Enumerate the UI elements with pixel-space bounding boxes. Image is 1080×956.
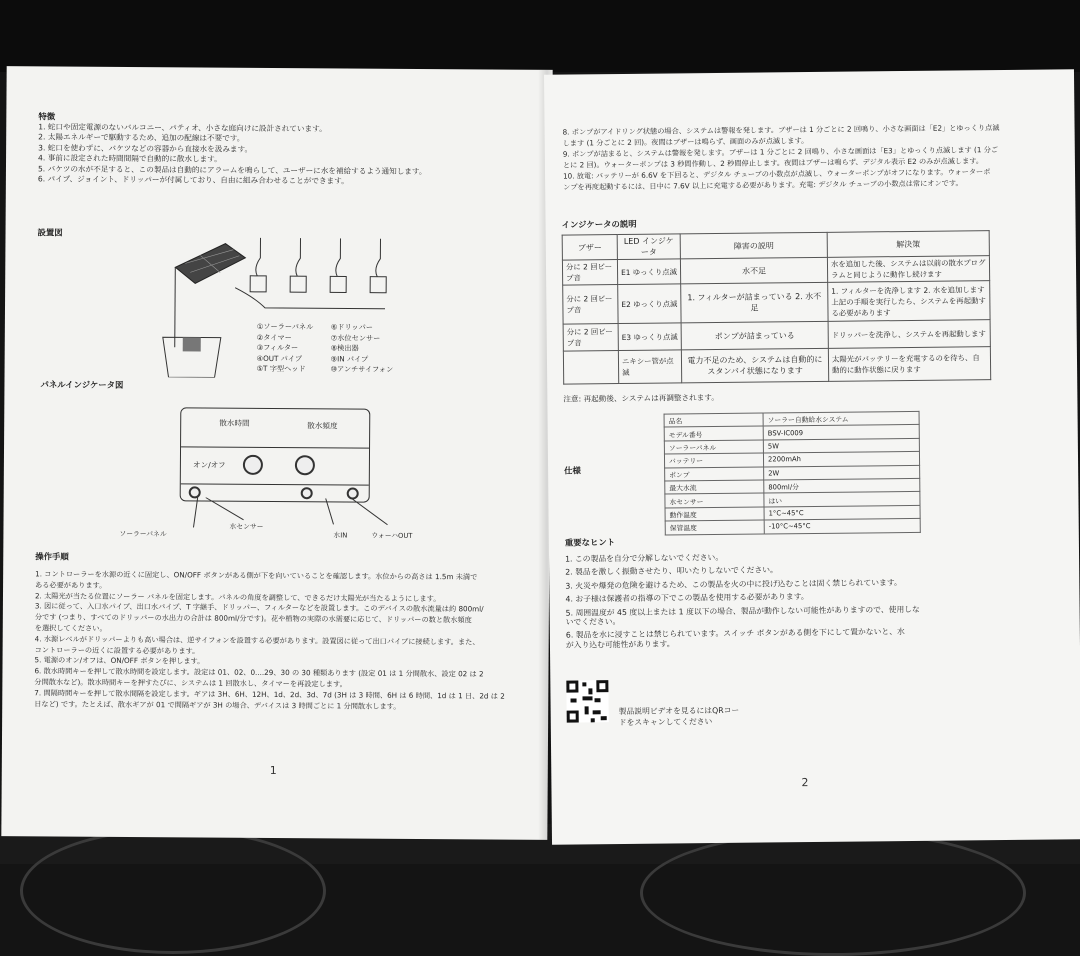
table-header: 障害の説明 [680,232,827,259]
desc-cell: 電力不足のため、システムは自動的にスタンバイ状態になります [681,348,828,383]
feature-item: 4. 事前に設定された時間間隔で自動的に散水します。 [38,153,222,164]
spec-value: 5W [763,438,919,453]
feature-item: 3. 蛇口を使わずに、バケツなどの容器から直接水を汲みます。 [38,143,253,154]
hints-heading: 重要なヒント [564,537,616,548]
spec-table [664,411,921,535]
spec-key: ソーラーパネル [664,440,763,454]
indicator-heading: インジケータの説明 [561,218,637,230]
spec-value: 2W [764,465,920,480]
step-line: 4. 水源レベルがドリッパーよりも高い場合は、逆サイフォンを設置する必要があります。設置図に従って出口パイプに接続します。また、 [34,634,480,647]
buzzer-cell: 分に 2 回ビープ音 [562,260,617,286]
feature-item: 2. 太陽エネルギーで駆動するため、追加の配線は不要です。 [38,132,245,144]
step-line: 分間散水など)。散水時間キーを押すたびに、システムは 1 回散水し、タイマーを再設定します。 [34,677,347,689]
feature-item: 6. パイプ、ジョイント、ドリッパーが付属しており、自由に組み合わせることができます。 [37,174,349,186]
hint-line: 6. 製品を水に浸すことは禁じられています。スイッチ ボタンがある側を下にして置かないと、水 [565,627,905,641]
manual-page-left [1,66,552,840]
table-row [563,281,990,324]
spec-value: 1°C~45°C [764,505,920,520]
qr-code-icon [566,680,608,722]
setup-legend-right [331,322,394,375]
spec-key: ポンプ [665,467,764,481]
buzzer-cell: 分に 2 回ビープ音 [563,285,618,325]
alarm-notes [563,122,1001,193]
step-line: 3. 図に従って、入口水パイプ、出口水パイプ、T 字継手、ドリッパー、フィルターなどを設置します。このデバイスの散水流量は約 800ml/ [34,601,484,614]
table-row [563,347,990,384]
spec-value: 800ml/分 [764,478,920,493]
legend-item: ⑨IN パイプ [330,354,369,364]
spec-value: 2200mAh [763,452,919,467]
page-number: 1 [269,763,277,778]
led-cell: E3 ゆっくり点滅 [618,323,681,351]
bucket-icon [163,337,221,377]
setup-heading: 設置図 [37,227,63,238]
step-line: コントローラーの近くに設置する必要があります。 [34,644,200,656]
spec-key: 保管温度 [665,520,764,534]
legend-item: ③フィルター [256,343,299,353]
step-line: 日など) です。たとえば、散水ギアが 01 で間隔ギアが 3H の場合、デバイスは 3 時間ごとに 1 分間散水します。 [34,698,401,711]
indicator-table [562,230,992,384]
legend-item: ④OUT パイプ [256,353,303,363]
controller-panel-diagram [180,407,371,502]
legend-item: ②タイマー [256,332,292,342]
led-cell: ニキシー管が点滅 [618,350,681,384]
step-line: 1. コントローラーを水源の近くに固定し、ON/OFF ボタンがある側が下を向いていることを確認します。水位からの高さは 1.5m 未満で [35,569,478,582]
feature-item: 1. 蛇口や固定電源のないバルコニー、パティオ、小さな庭向けに設計されています。 [38,122,327,134]
step-line: 6. 散水時間キーを押して散水時間を設定します。設定は 01、02、0....29、30 の 30 種類あります (設定 01 は 1 分間散水、設定 02 は 2 [34,666,484,679]
restart-note: 注意: 再起動後、システムは再調整されます。 [563,392,719,404]
legend-item: ①ソーラーパネル [256,321,314,332]
spec-value: BSV-IC009 [763,425,919,440]
watering-freq-button [295,455,315,475]
watering-freq-label: 散水頻度 [307,421,338,431]
qr-caption [619,705,740,728]
hint-line: 4. お子様は保護者の指導の下でこの製品を使用する必要があります。 [565,592,809,604]
solution-cell: 水を追加した後、システムは以前の散水プログラムと同じように動作し続けます [827,256,989,283]
spec-value: ソーラー自動給水システム [763,411,919,426]
desc-cell: 水不足 [680,257,827,284]
hint-line: いでください。 [565,617,621,627]
led-cell: E2 ゆっくり点滅 [618,284,681,324]
spec-value: はい [764,492,920,507]
cable-coil [640,830,1026,956]
legend-item: ⑧検出器 [330,343,359,353]
note-line: します (1 分ごとに 2 回)。夜間はブザーは鳴らず、画面のみが点滅します。 [562,136,809,148]
features-heading: 特徴 [38,111,56,122]
cable-coil [20,828,326,954]
note-line: 10. 放電: バッテリーが 6.6V を下回ると、デジタル チューブの小数点が点滅し、ウォーターポンプがオフになります。ウォーターポ [562,167,991,181]
legend-item: ⑥ドリッパー [330,322,374,332]
table-header: LED インジケータ [617,234,680,260]
in-label: 水IN [333,531,348,540]
led-cell: E1 ゆっくり点滅 [617,259,680,285]
note-line: とに 2 回)。ウォーターポンプは 3 秒間作動し、2 秒間停止します。夜間はブザーは鳴らず、デジタル表示 E2 のみが点滅します。 [562,156,984,170]
feature-item: 5. バケツの水が不足すると、この製品は自動的にアラームを鳴らして、ユーザーに水を補給するよう通知します。 [37,163,427,176]
spec-heading: 仕様 [564,465,581,476]
watering-time-label: 散水時間 [219,418,250,428]
solution-cell: 太陽光がバッテリーを充電するのを待ち、自動的に動作状態に戻ります [828,347,990,382]
table-header: 解決策 [827,231,989,258]
step-line: 2. 太陽光が当たる位置にソーラー パネルを固定します。パネルの角度を調整して、できるだけ太陽光が当たるようにします。 [34,590,441,603]
note-line: 9. ポンプが詰まると、システムは警報を発します。ブザーは 1 分ごとに 2 回鳴り、小さな画面は「E3」とゆっくり点滅します (1 分ご [562,145,999,159]
solution-cell: ドリッパーを洗浄し、システムを再起動します [828,320,990,349]
solution-cell: 1. フィルターを洗浄します 2. 水を追加します 上記の手順を実行したら、システムを再起動する必要があります [828,281,990,322]
step-line: 7. 間隔時間キーを押して散水間隔を設定します。ギアは 3H、6H、12H、1d、2d、3d、7d (3H は 3 時間、6H は 6 時間、1d は 1 日、2d は 2 [34,688,505,701]
spec-row [665,519,920,535]
spec-key: 品名 [664,413,763,427]
buzzer-cell [563,351,618,385]
page-number: 2 [801,776,809,790]
hint-line: 3. 火災や爆発の危険を避けるため、この製品を火の中に投げ込むことは固く禁じられています。 [565,577,902,591]
desc-cell: ポンプが詰まっている [681,321,828,350]
hint-line: が入り込む可能性があります。 [565,639,675,650]
legend-item: ⑤T 字型ヘッド [256,364,306,374]
note-line: ンプを再度起動するには、日中に 7.6V 以上に充電する必要があります。充電: デジタル チューブの小数点は常にオンです。 [563,178,963,192]
spec-key: 動作温度 [665,507,764,521]
buzzer-cell: 分に 2 回ビープ音 [563,324,618,352]
setup-legend-left [257,322,314,375]
features-list [38,122,427,187]
solar-label: ソーラーパネル [119,529,167,539]
spec-key: 水センサー [665,493,764,507]
spec-key: 最大水流 [665,480,764,494]
watering-time-button [243,455,263,475]
step-line: ある必要があります。 [35,580,107,590]
hint-line: 1. この製品を自分で分解しないでください。 [565,552,724,564]
legend-item: ⑩アンチサイフォン [330,364,394,375]
legend-item: ⑦水位センサー [330,332,381,343]
solar-panel-icon [175,243,246,347]
hint-line: 2. 製品を激しく振動させたり、叩いたりしないでください。 [565,565,778,578]
onoff-label: オン/オフ [192,460,226,470]
step-line: 分です (つまり、すべてのドリッパーの水出力の合計は 800ml/分です)。花や植物の実際の水需要に応じて、ドリッパーの数と散水頻度 [34,612,472,625]
operation-heading: 操作手順 [35,551,69,562]
operation-steps [34,569,505,713]
step-line: 5. 電源のオン/オフは、ON/OFF ボタンを押します。 [34,655,205,666]
manual-page-right [544,69,1080,845]
desc-cell: 1. フィルターが詰まっている 2. 水不足 [681,282,828,323]
panel-heading: パネルインジケータ図 [40,379,124,390]
spec-key: モデル番号 [664,426,763,440]
dark-background-top [0,0,1080,72]
out-label: ウォーハOUT [371,531,413,540]
note-line: 8. ポンプがアイドリング状態の場合、システムは警報を発します。ブザーは 1 分ごとに 2 回鳴り、小さな画面は「E2」とゆっくり点滅 [562,123,1000,137]
qr-caption-line: ドをスキャンしてください [618,717,713,728]
spec-value: -10°C~45°C [764,519,920,534]
step-line: を選択してください。 [34,623,107,633]
hints-list [565,549,920,652]
dripper-plants-icon [250,238,386,293]
spec-key: バッテリー [664,453,763,467]
table-header: ブザー [562,235,617,261]
hint-line: 5. 周囲温度が 45 度以上または 1 度以下の場合、製品が動作しない可能性がありますので、使用しな [565,604,920,618]
qr-caption-line: 製品説明ビデオを見るにはQRコー [618,705,740,717]
sensor-label: 水センサー [229,522,264,531]
